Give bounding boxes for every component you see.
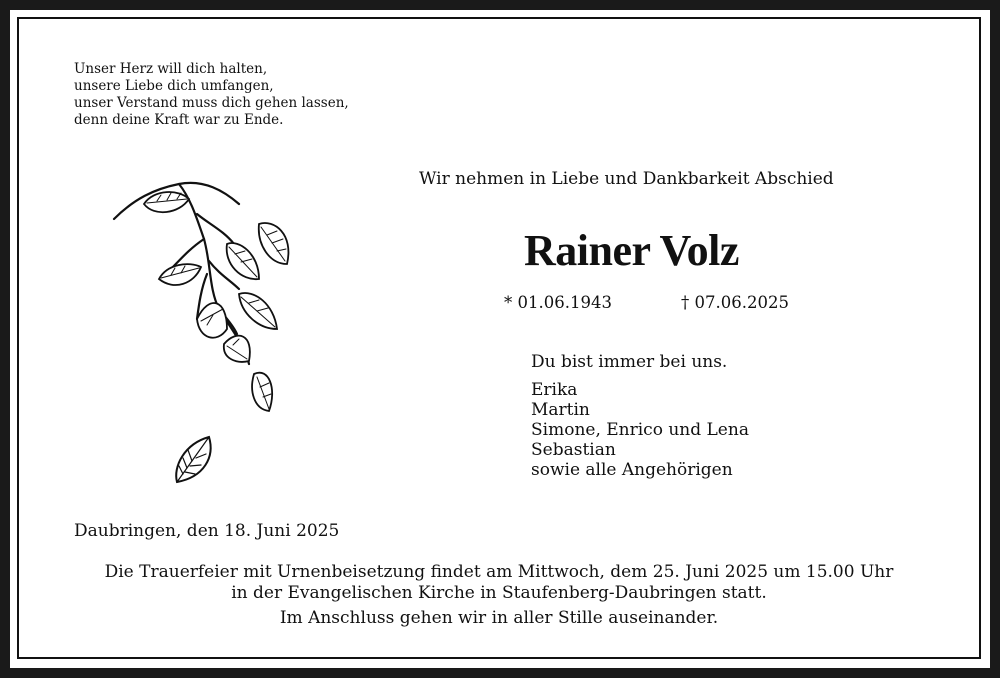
poem [74,61,349,129]
deceased-name: Rainer Volz [524,226,739,275]
farewell-intro: Wir nehmen in Liebe und Dankbarkeit Abschied [419,169,834,189]
obituary-border [17,17,981,659]
funeral-notice [19,562,979,629]
place-date: Daubringen, den 18. Juni 2025 [74,521,340,541]
family-member: Martin [531,400,590,420]
poem-line: denn deine Kraft war zu Ende. [74,112,284,128]
poem-line: Unser Herz will dich halten, [74,61,268,77]
family-member: Simone, Enrico und Lena [531,420,749,440]
fallen-leaf-icon [169,432,219,487]
poem-line: unsere Liebe dich umfangen, [74,78,274,94]
notice-line: in der Evangelischen Kirche in Staufenberg-Daubringen statt. [231,583,767,603]
death-date: † 07.06.2025 [681,293,789,312]
birth-date: * 01.06.1943 [504,293,612,312]
obituary-card [10,10,990,668]
family-member: Sebastian [531,440,616,460]
notice-line: Die Trauerfeier mit Urnenbeisetzung findet am Mittwoch, dem 25. Juni 2025 um 15.00 Uhr [104,562,894,582]
leaf-branch-icon [109,169,309,419]
family-member: Erika [531,380,578,400]
family-motto: Du bist immer bei uns. [531,352,728,372]
family-section [531,352,749,480]
notice-line: Im Anschluss gehen wir in aller Stille auseinander. [279,608,719,628]
family-member: sowie alle Angehörigen [531,460,733,480]
poem-line: unser Verstand muss dich gehen lassen, [74,95,349,111]
